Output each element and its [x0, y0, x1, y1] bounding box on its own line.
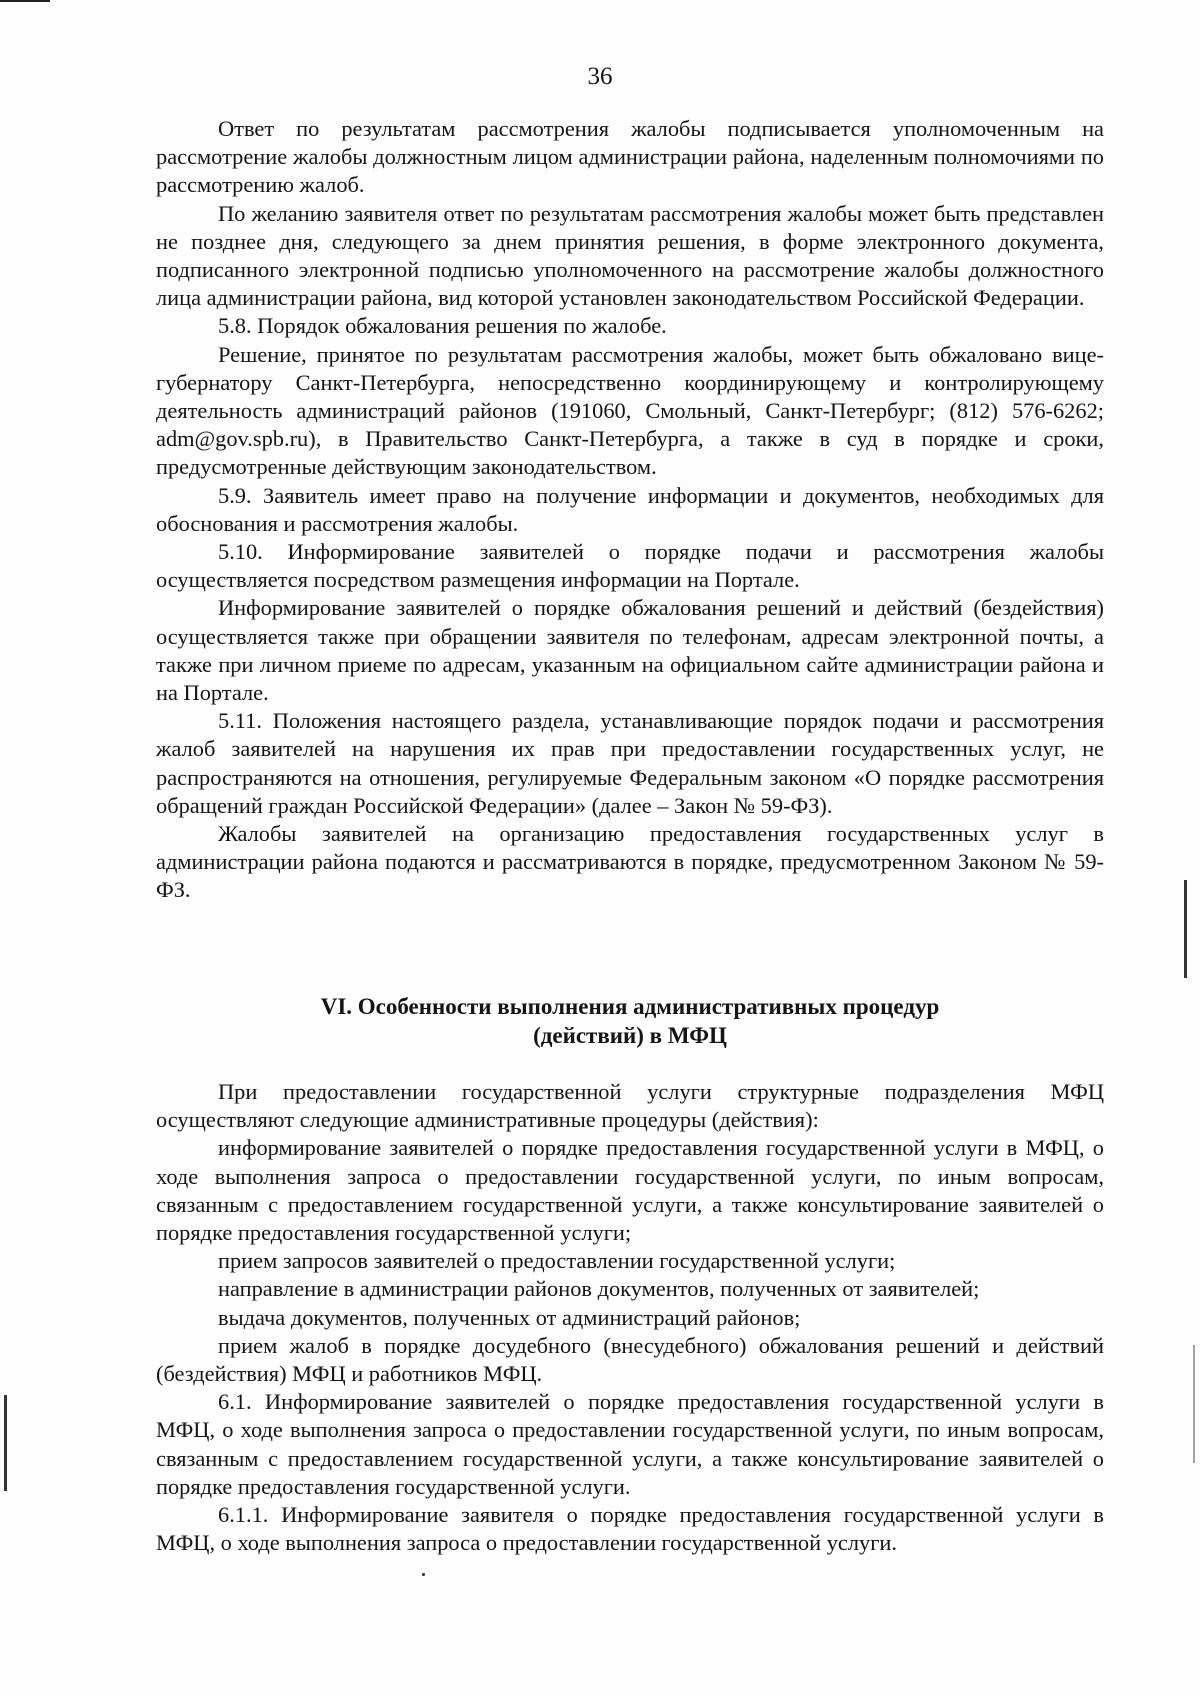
paragraph-6-1: 6.1. Информирование заявителей о порядке предоставления государственной услуги в МФЦ, о ходе выполнения запроса о предоставлении государственной услуги, по иным вопросам, связанным с предоставлением государственной услуги, а также консультирование заявителей о порядке предоставления государственной услуги.	[156, 1389, 1104, 1499]
paragraph-mfc-procedures: При предоставлении государственной услуги структурные подразделения МФЦ осуществляют следующие административные процедуры (действия):	[156, 1079, 1104, 1133]
paragraph-answer-signed: Ответ по результатам рассмотрения жалобы подписывается уполномоченным на рассмотрение жалобы должностным лицом администрации района, наделенным полномочиями по рассмотрению жалоб.	[156, 116, 1104, 198]
paragraph-complaints-59fz: Жалобы заявителей на организацию предоставления государственных услуг в администрации района подаются и рассматриваются в порядке, предусмотренном Законом № 59-ФЗ.	[156, 821, 1104, 903]
paragraph-receiving-complaints: прием жалоб в порядке досудебного (внесудебного) обжалования решений и действий (бездействия) МФЦ и работников МФЦ.	[156, 1332, 1104, 1387]
page-number: 36	[587, 63, 613, 90]
section-6-heading	[156, 992, 1104, 1050]
paragraph-informing-appeal: Информирование заявителей о порядке обжалования решений и действий (бездействия) осуществляется также при обращении заявителя по телефонам, адресам электронной почты, а также при личном приеме по адресам, указанным на официальном сайте администрации района и на Портале.	[156, 595, 1104, 706]
paragraph-5-11: 5.11. Положения настоящего раздела, устанавливающие порядок подачи и рассмотрения жалоб заявителей на нарушения их прав при предоставлении государственных услуг, не распространяются на отношения, регулируемые Федеральным законом «О порядке рассмотрения обращений граждан Российской Федерации» (далее – Закон № 59-ФЗ).	[156, 708, 1104, 818]
scan-edge-mark-right	[1184, 880, 1187, 978]
scan-corner-mark	[0, 0, 50, 2]
section-6-text	[156, 1078, 1104, 1557]
section-6-heading-line2: (действий) в МФЦ	[533, 1023, 727, 1048]
section-5-text	[156, 115, 1104, 905]
paragraph-electronic-answer: По желанию заявителя ответ по результатам рассмотрения жалобы может быть представлен не позднее дня, следующего за днем принятия решения, в форме электронного документа, подписанного электронной подписью уполномоченного на рассмотрение жалобы должностного лица администрации района, вид которой установлен законодательством Российской Федерации.	[156, 200, 1104, 311]
scan-edge-mark-left	[4, 1395, 7, 1491]
paragraph-6-1-1: 6.1.1. Информирование заявителя о порядке предоставления государственной услуги в МФЦ, о ходе выполнения запроса о предоставлении государственной услуги.	[156, 1502, 1104, 1556]
paragraph-5-8: 5.8. Порядок обжалования решения по жалобе.	[218, 313, 667, 339]
paragraph-5-10: 5.10. Информирование заявителей о порядке подачи и рассмотрения жалобы осуществляется посредством размещения информации на Портале.	[156, 539, 1104, 593]
scan-dot	[422, 1573, 425, 1576]
paragraph-informing-applicants: информирование заявителей о порядке предоставления государственной услуги в МФЦ, о ходе выполнения запроса о предоставлении государственной услуги, по иным вопросам, связанным с предоставлением государственной услуги, а также консультирование заявителей о порядке предоставления государственной услуги;	[156, 1135, 1104, 1246]
section-6-heading-line1: VI. Особенности выполнения административных процедур	[320, 994, 940, 1019]
scan-edge-mark-right-lower	[1193, 1345, 1195, 1463]
paragraph-issuing-documents: выдача документов, полученных от администраций районов;	[218, 1304, 801, 1330]
paragraph-appeal-decision: Решение, принятое по результатам рассмотрения жалобы, может быть обжаловано вице-губернатору Санкт-Петербурга, непосредственно координирующему и контролирующему деятельность администраций районов (191060, Смольный, Санкт-Петербург; (812) 576-6262; adm@gov.spb.ru), в Правительство Санкт-Петербурга, а также в суд в порядке и сроки, предусмотренные действующим законодательством.	[156, 341, 1104, 480]
paragraph-receiving-requests: прием запросов заявителей о предоставлении государственной услуги;	[218, 1248, 896, 1274]
paragraph-sending-documents: направление в администрации районов документов, полученных от заявителей;	[218, 1276, 980, 1302]
paragraph-5-9: 5.9. Заявитель имеет право на получение информации и документов, необходимых для обоснования и рассмотрения жалобы.	[156, 482, 1104, 536]
